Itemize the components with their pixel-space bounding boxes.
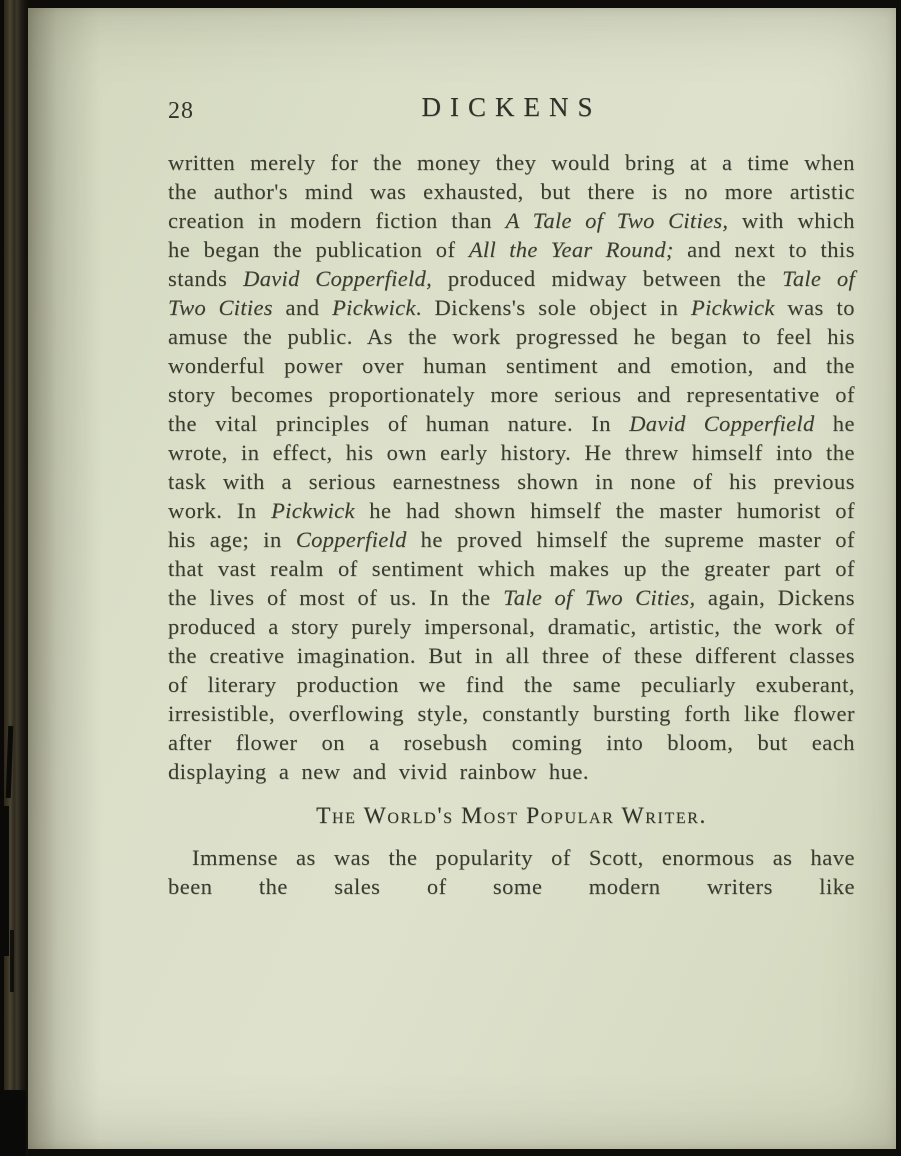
paragraph-body: Immense as was the popularity of Scott, enormous as have been the sales of some modern writers like — [168, 845, 855, 899]
book-page — [28, 8, 896, 1149]
running-title: DICKENS — [421, 92, 602, 122]
edge-ink-mark — [3, 806, 9, 956]
page-header — [168, 90, 855, 132]
edge-ink-mark — [10, 930, 14, 992]
page-content — [28, 8, 896, 901]
section-heading: The World's Most Popular Writer. — [316, 803, 707, 829]
book-binding-edge — [0, 0, 28, 1156]
page-number: 28 — [168, 98, 194, 124]
paragraph-body: written merely for the money they would bring at a time when the author's mind was exhausted, but there is no more artistic creation in modern fiction than A Tale of Two Cities, with which he began the publication of All the Year Round; and next to this stands David Copperfield, produced midway between the Tale of Two Cities and Pickwick. Dickens's sole object in Pickwick was to amuse the public. As the work progressed he began to feel his wonderful power over human sentiment and emotion, and the story becomes proportionately more serious and representative of the vital principles of human nature. In David Copperfield he wrote, in effect, his own early history. He threw himself into the task with a serious earnestness shown in none of his previous work. In Pickwick he had shown himself the master humorist of his age; in Copperfield he proved himself the supreme master of that vast realm of sentiment which makes up the greater part of the lives of most of us. In the Tale of Two Cities, again, Dickens produced a story purely impersonal, dramatic, artistic, the work of the creative imagination. But in all three of these different classes of literary production we find the same peculiarly exuberant, irresistible, overflowing style, constantly bursting forth like flower after flower on a rosebush coming into bloom, but each displaying a new and vivid rainbow hue. — [168, 150, 856, 784]
edge-shadow-corner — [0, 1090, 26, 1156]
